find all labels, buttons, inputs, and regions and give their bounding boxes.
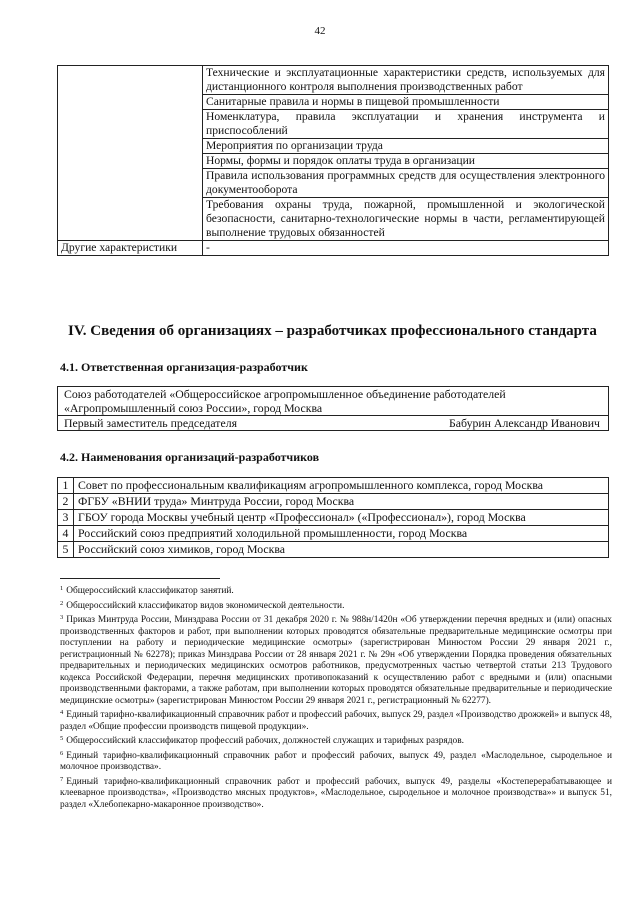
developer-name: Совет по профессиональным квалификациям агропромышленного комплекса, город Москва bbox=[74, 478, 609, 494]
footnote-marker: 4 bbox=[60, 709, 64, 716]
knowledge-item: Санитарные правила и нормы в пищевой промышленности bbox=[203, 95, 609, 110]
responsible-person: Бабурин Александр Иванович bbox=[349, 416, 609, 431]
table-row bbox=[58, 416, 609, 431]
developer-number: 1 bbox=[58, 478, 74, 494]
footnote bbox=[60, 612, 612, 707]
footnote bbox=[60, 733, 612, 748]
table-row bbox=[58, 494, 609, 510]
table-row bbox=[58, 66, 609, 95]
footnote-marker: 3 bbox=[60, 614, 64, 621]
other-characteristics-label: Другие характеристики bbox=[58, 241, 203, 256]
footnote-text: Общероссийский классификатор видов экономической деятельности. bbox=[66, 600, 345, 611]
section-title: IV. Сведения об организациях – разработчиках профессионального стандарта bbox=[68, 323, 597, 339]
responsible-org-table bbox=[57, 386, 609, 431]
developer-number: 2 bbox=[58, 494, 74, 510]
responsible-org-heading: 4.1. Ответственная организация-разработчик bbox=[60, 360, 308, 374]
table-row bbox=[58, 542, 609, 558]
footnotes bbox=[60, 583, 612, 811]
developer-number: 4 bbox=[58, 526, 74, 542]
footnote-text: Единый тарифно-квалификационный справочник работ и профессий рабочих, выпуск 49, разделы «Костеперерабатывающее и клееварное производства», «Производство мясных продуктов», «Маслодельное, сыродельное и молочное производства»» и выпуск 51, раздел «Хлебопекарно-макаронное производство». bbox=[60, 776, 612, 810]
knowledge-item: Нормы, формы и порядок оплаты труда в организации bbox=[203, 154, 609, 169]
knowledge-item: Правила использования программных средств для осуществления электронного документооборота bbox=[203, 169, 609, 198]
developer-number: 5 bbox=[58, 542, 74, 558]
responsible-org-name bbox=[58, 387, 609, 416]
required-knowledge-table bbox=[57, 65, 609, 256]
footnote-marker: 2 bbox=[60, 599, 64, 607]
table-row bbox=[58, 510, 609, 526]
responsible-role: Первый заместитель председателя bbox=[58, 416, 349, 431]
other-characteristics-row bbox=[58, 241, 609, 256]
footnote bbox=[60, 774, 612, 812]
footnote bbox=[60, 748, 612, 774]
knowledge-item: Мероприятия по организации труда bbox=[203, 139, 609, 154]
other-characteristics-value: - bbox=[203, 241, 609, 256]
table-row bbox=[58, 387, 609, 416]
knowledge-label-cell bbox=[58, 66, 203, 241]
footnote-marker: 5 bbox=[60, 735, 64, 742]
developers-heading: 4.2. Наименования организаций-разработчиков bbox=[60, 450, 320, 464]
footnote-divider bbox=[60, 578, 220, 579]
knowledge-item: Требования охраны труда, пожарной, промышленной и экологической безопасности, санитарно-технологические нормы в части, регламентирующей выполнение трудовых обязанностей bbox=[203, 198, 609, 241]
org-name-line-1: Союз работодателей «Общероссийское агропромышленное объединение работодателей bbox=[64, 387, 506, 401]
page-number: 42 bbox=[314, 25, 326, 37]
footnote-marker: 6 bbox=[60, 749, 64, 757]
footnote bbox=[60, 598, 612, 613]
knowledge-item: Номенклатура, правила эксплуатации и хранения инструмента и приспособлений bbox=[203, 110, 609, 139]
footnote-text: Единый тарифно-квалификационный справочник работ и профессий рабочих, выпуск 49, раздел «Маслодельное, сыродельное и молочное производства». bbox=[60, 750, 612, 772]
developer-name: ФГБУ «ВНИИ труда» Минтруда России, город Москва bbox=[74, 494, 609, 510]
footnote-text: Приказ Минтруда России, Минздрава России от 31 декабря 2020 г. № 988н/1420н «Об утверждении перечня вредных и (или) опасных производственных факторов и работ, при выполнении которых проводятся обязательные предварительные медицинские осмотры при поступлении на работу и периодические медицинские осмотры» (зарегистрирован Минюстом России 29 января 2021 г., регистрационный № 62278); приказ Минздрава России от 28 января 2021 г. № 29н «Об утверждении Порядка проведения обязательных предварительных и периодических медицинских осмотров работников, предусмотренных частью четвертой статьи 213 Трудового кодекса Российской Федерации, перечня медицинских противопоказаний к осуществлению работ с вредными и (или) опасными производственными факторами, а также работам, при выполнении которых проводятся обязательные предварительные и периодические медицинские осмотры» (зарегистрирован Минюстом России 29 января 2021 г., регистрационный № 62277). bbox=[60, 615, 612, 706]
table-row bbox=[58, 478, 609, 494]
table-row bbox=[58, 526, 609, 542]
footnote bbox=[60, 583, 612, 598]
footnote bbox=[60, 707, 612, 733]
footnote-marker: 7 bbox=[60, 775, 64, 783]
developer-name: Российский союз предприятий холодильной промышленности, город Москва bbox=[74, 526, 609, 542]
footnote-marker: 1 bbox=[60, 585, 64, 592]
developer-name: ГБОУ города Москвы учебный центр «Профессионал» («Профессионал»), город Москва bbox=[74, 510, 609, 526]
developer-name: Российский союз химиков, город Москва bbox=[74, 542, 609, 558]
footnote-text: Общероссийский классификатор профессий рабочих, должностей служащих и тарифных разрядов. bbox=[66, 736, 464, 746]
org-name-line-2: «Агропромышленный союз России», город Москва bbox=[64, 401, 323, 415]
knowledge-item: Технические и эксплуатационные характеристики средств, используемых для дистанционного контроля выполнения производственных работ bbox=[203, 66, 609, 95]
footnote-text: Общероссийский классификатор занятий. bbox=[66, 586, 234, 596]
developer-number: 3 bbox=[58, 510, 74, 526]
footnote-text: Единый тарифно-квалификационный справочник работ и профессий рабочих, выпуск 29, раздел «Производство дрожжей» и выпуск 48, раздел «Общие профессии производств пищевой продукции». bbox=[60, 710, 612, 732]
developers-table bbox=[57, 477, 609, 558]
